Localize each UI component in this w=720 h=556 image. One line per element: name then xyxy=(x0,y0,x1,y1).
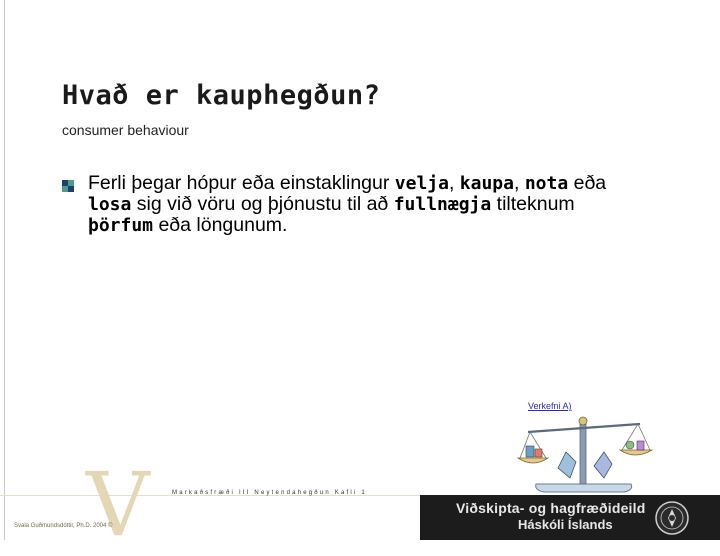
keyword-thorfum: þörfum xyxy=(88,215,154,236)
square-bullet-icon xyxy=(62,180,74,192)
keyword-kaupa: kaupa xyxy=(459,173,514,194)
exercise-link[interactable]: Verkefni A) xyxy=(528,401,572,411)
left-border-line xyxy=(4,0,5,540)
university-banner xyxy=(420,495,720,540)
bullet-text: Ferli þegar hópur eða einstaklingur velja, kaupa, nota eða losa sig við vöru og þjónustu til að fullnægja tilteknum þörfum eða löngunum. xyxy=(88,172,607,236)
faculty-name: Viðskipta- og hagfræðideild xyxy=(456,500,646,516)
keyword-nota: nota xyxy=(524,173,569,194)
keyword-fullnaegja: fullnægja xyxy=(393,194,492,215)
footer-author: Svala Guðmundsdóttir, Ph.D. 2004 © xyxy=(14,523,113,529)
footer-course-title: Markaðsfræði III Neytendahegðun Kafli 1 xyxy=(172,490,367,496)
balance-scale-clipart xyxy=(514,412,654,494)
slide-subtitle: consumer behaviour xyxy=(62,122,189,138)
bullet-item xyxy=(62,173,622,236)
keyword-velja: velja xyxy=(394,173,449,194)
keyword-losa: losa xyxy=(88,194,132,215)
slide-title: Hvað er kauphegðun? xyxy=(62,80,381,111)
v-logo: V xyxy=(86,453,150,556)
university-seal-icon xyxy=(654,500,690,536)
university-name: Háskóli Íslands xyxy=(518,517,613,532)
